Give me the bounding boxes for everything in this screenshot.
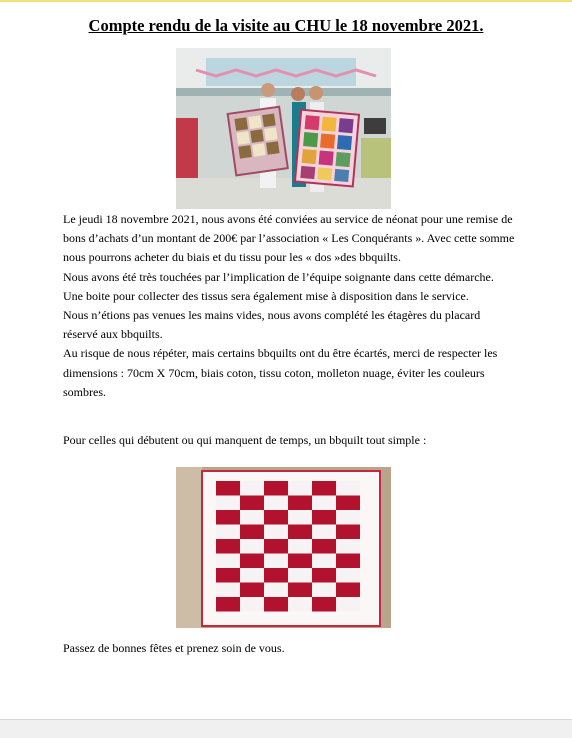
quilt-square [240, 525, 264, 540]
body-line: Le jeudi 18 novembre 2021, nous avons été conviées au service de néonat pour une remise de [63, 212, 513, 226]
quilt-square [288, 525, 312, 540]
quilt-square [336, 539, 360, 554]
quilt-square [312, 583, 336, 598]
body-line: Une boite pour collecter des tissus sera également mise à disposition dans le service. [63, 288, 469, 303]
document-title: Compte rendu de la visite au CHU le 18 novembre 2021. [88, 16, 484, 35]
quilt-square [312, 539, 336, 554]
quilt-square [264, 568, 288, 583]
quilt-square [216, 583, 240, 598]
closing-line: Passez de bonnes fêtes et prenez soin de vous. [63, 641, 285, 655]
quilt-square [288, 554, 312, 569]
quilt-square [240, 554, 264, 569]
quilt-square [264, 525, 288, 540]
quilt-square [240, 481, 264, 496]
quilt-square [264, 539, 288, 554]
quilt-square [264, 583, 288, 598]
quilt-square [312, 554, 336, 569]
quilt-square [288, 496, 312, 511]
quilt-square [240, 568, 264, 583]
body-line: nous pourrons acheter du biais et du tissu pour les « dos »des bbquilts. [63, 250, 401, 265]
body-line: Pour celles qui débutent ou qui manquent de temps, un bbquilt tout simple : [63, 433, 427, 447]
quilt-square [240, 510, 264, 525]
quilt-square [336, 525, 360, 540]
body-line: bons d’achats d’un montant de 200€ par l’association « Les Conquérants ». Avec cette somme [63, 231, 515, 246]
body-line: Nous avons été très touchées par l’implication de l’équipe soignante dans cette démarche. [63, 269, 494, 284]
body-line: dimensions : 70cm X 70cm, biais coton, tissu coton, molleton nuage, éviter les couleurs [63, 365, 485, 380]
quilt-square [312, 510, 336, 525]
quilt-square [288, 597, 312, 612]
quilt-square [336, 554, 360, 569]
quilt-square [264, 481, 288, 496]
quilt-square [216, 554, 240, 569]
body-line: réservé aux bbquilts. [63, 327, 163, 342]
quilt-square [336, 583, 360, 598]
quilt-square [264, 496, 288, 511]
simple-quilt-intro [63, 431, 523, 450]
body-line: sombres. [63, 384, 106, 399]
photo-checker-quilt [176, 467, 391, 628]
quilt-square [312, 597, 336, 612]
quilt-square [336, 510, 360, 525]
quilt-square [216, 481, 240, 496]
quilt-square [216, 539, 240, 554]
body-line: Au risque de nous répéter, mais certains bbquilts ont du être écartés, merci de respecter les [63, 346, 498, 361]
quilt-square [240, 583, 264, 598]
photo-nurses-with-quilts [176, 48, 391, 209]
top-accent-line [0, 0, 572, 2]
quilt-square [288, 583, 312, 598]
quilt-square [288, 510, 312, 525]
quilt-square [288, 481, 312, 496]
quilt-square [312, 568, 336, 583]
quilt-square [240, 496, 264, 511]
quilt-square [312, 481, 336, 496]
quilt-square [240, 597, 264, 612]
report-body [63, 210, 523, 402]
quilt-square [216, 525, 240, 540]
quilt-square [216, 597, 240, 612]
quilt-square [336, 496, 360, 511]
quilt-square [312, 496, 336, 511]
quilt-square [336, 481, 360, 496]
quilt-square [336, 568, 360, 583]
quilt-square [240, 539, 264, 554]
bottom-scroll-bar[interactable] [0, 719, 572, 738]
quilt-square [336, 597, 360, 612]
quilt-square [312, 525, 336, 540]
quilt-square [216, 496, 240, 511]
quilt-square [216, 568, 240, 583]
quilt-square [288, 568, 312, 583]
quilt-square [264, 597, 288, 612]
quilt-square [264, 510, 288, 525]
quilt-square [216, 510, 240, 525]
quilt-square [288, 539, 312, 554]
body-line: Nous n’étions pas venues les mains vides, nous avons complété les étagères du placard [63, 308, 481, 323]
quilt-square [264, 554, 288, 569]
